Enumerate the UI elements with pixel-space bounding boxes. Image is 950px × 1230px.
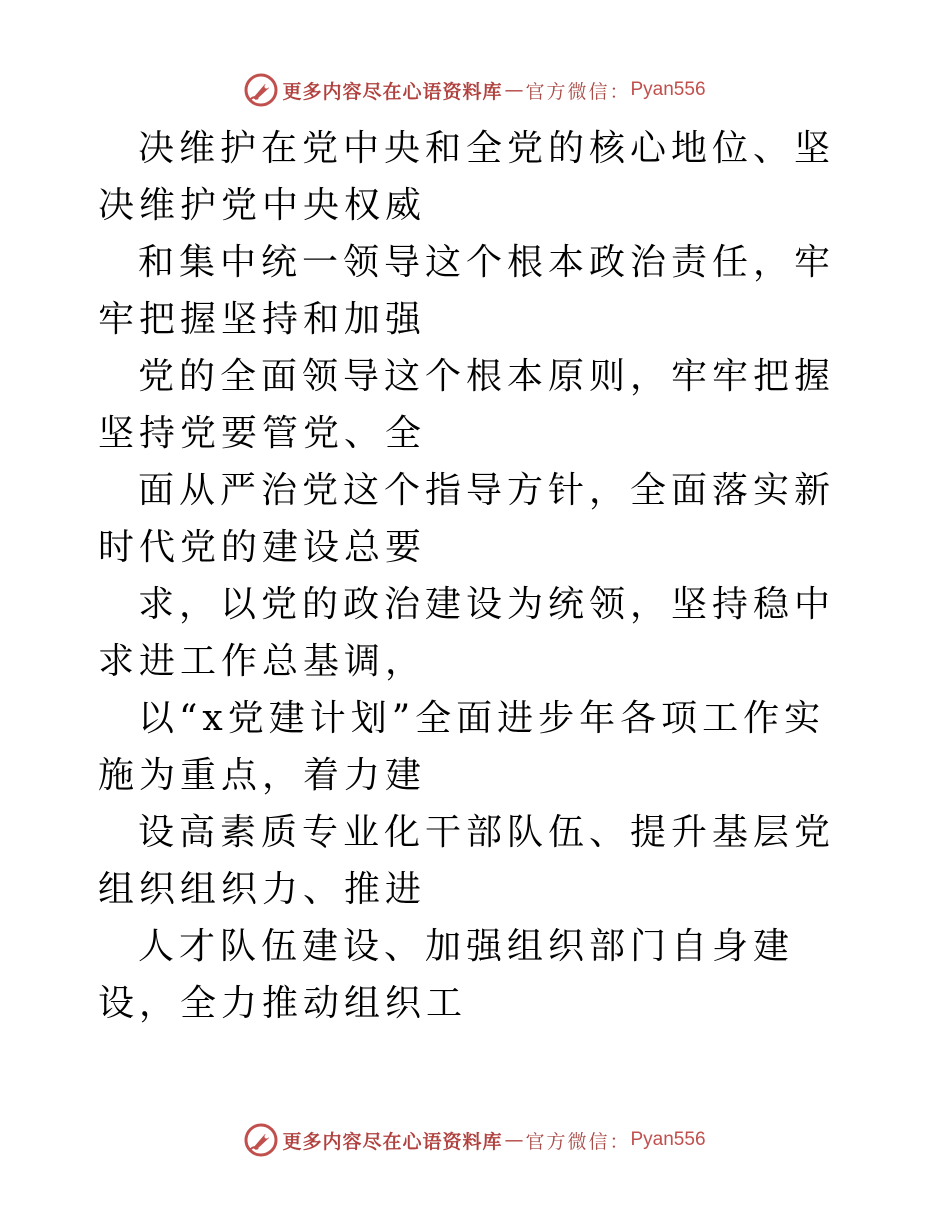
pen-nib-logo-icon (244, 73, 278, 107)
pen-nib-logo-icon (244, 1123, 278, 1157)
banner-wechat-id: Pyan556 (630, 79, 706, 100)
banner-site-text: 更多内容尽在心语资料库 (282, 80, 503, 103)
paragraph-2: 和集中统一领导这个根本政治责任，牢牢把握坚持和加强 (98, 242, 836, 340)
paragraph-6: 以“x党建计划”全面进步年各项工作实施为重点，着力建 (98, 698, 826, 796)
paragraph-5: 求，以党的政治建设为统领，坚持稳中求进工作总基调， (98, 584, 836, 682)
footer-banner (0, 1120, 950, 1160)
paragraph-8: 人才队伍建设、加强组织部门自身建设，全力推动组织工 (98, 926, 795, 1024)
header-banner (0, 70, 950, 110)
banner-site-text: 更多内容尽在心语资料库 (282, 1130, 503, 1153)
paragraph-4: 面从严治党这个指导方针，全面落实新时代党的建设总要 (98, 470, 836, 568)
paragraph-7: 设高素质专业化干部队伍、提升基层党组织组织力、推进 (98, 812, 836, 910)
banner-wechat-label: 官方微信： (525, 1130, 631, 1153)
banner-dash: — (504, 79, 524, 101)
banner-wechat-label: 官方微信： (525, 80, 631, 103)
banner-wechat-id: Pyan556 (630, 1129, 706, 1150)
banner-dash: — (504, 1129, 524, 1151)
paragraph-1: 决维护在党中央和全党的核心地位、坚决维护党中央权威 (98, 128, 836, 226)
document-body (98, 120, 858, 1032)
paragraph-3: 党的全面领导这个根本原则，牢牢把握坚持党要管党、全 (98, 356, 836, 454)
